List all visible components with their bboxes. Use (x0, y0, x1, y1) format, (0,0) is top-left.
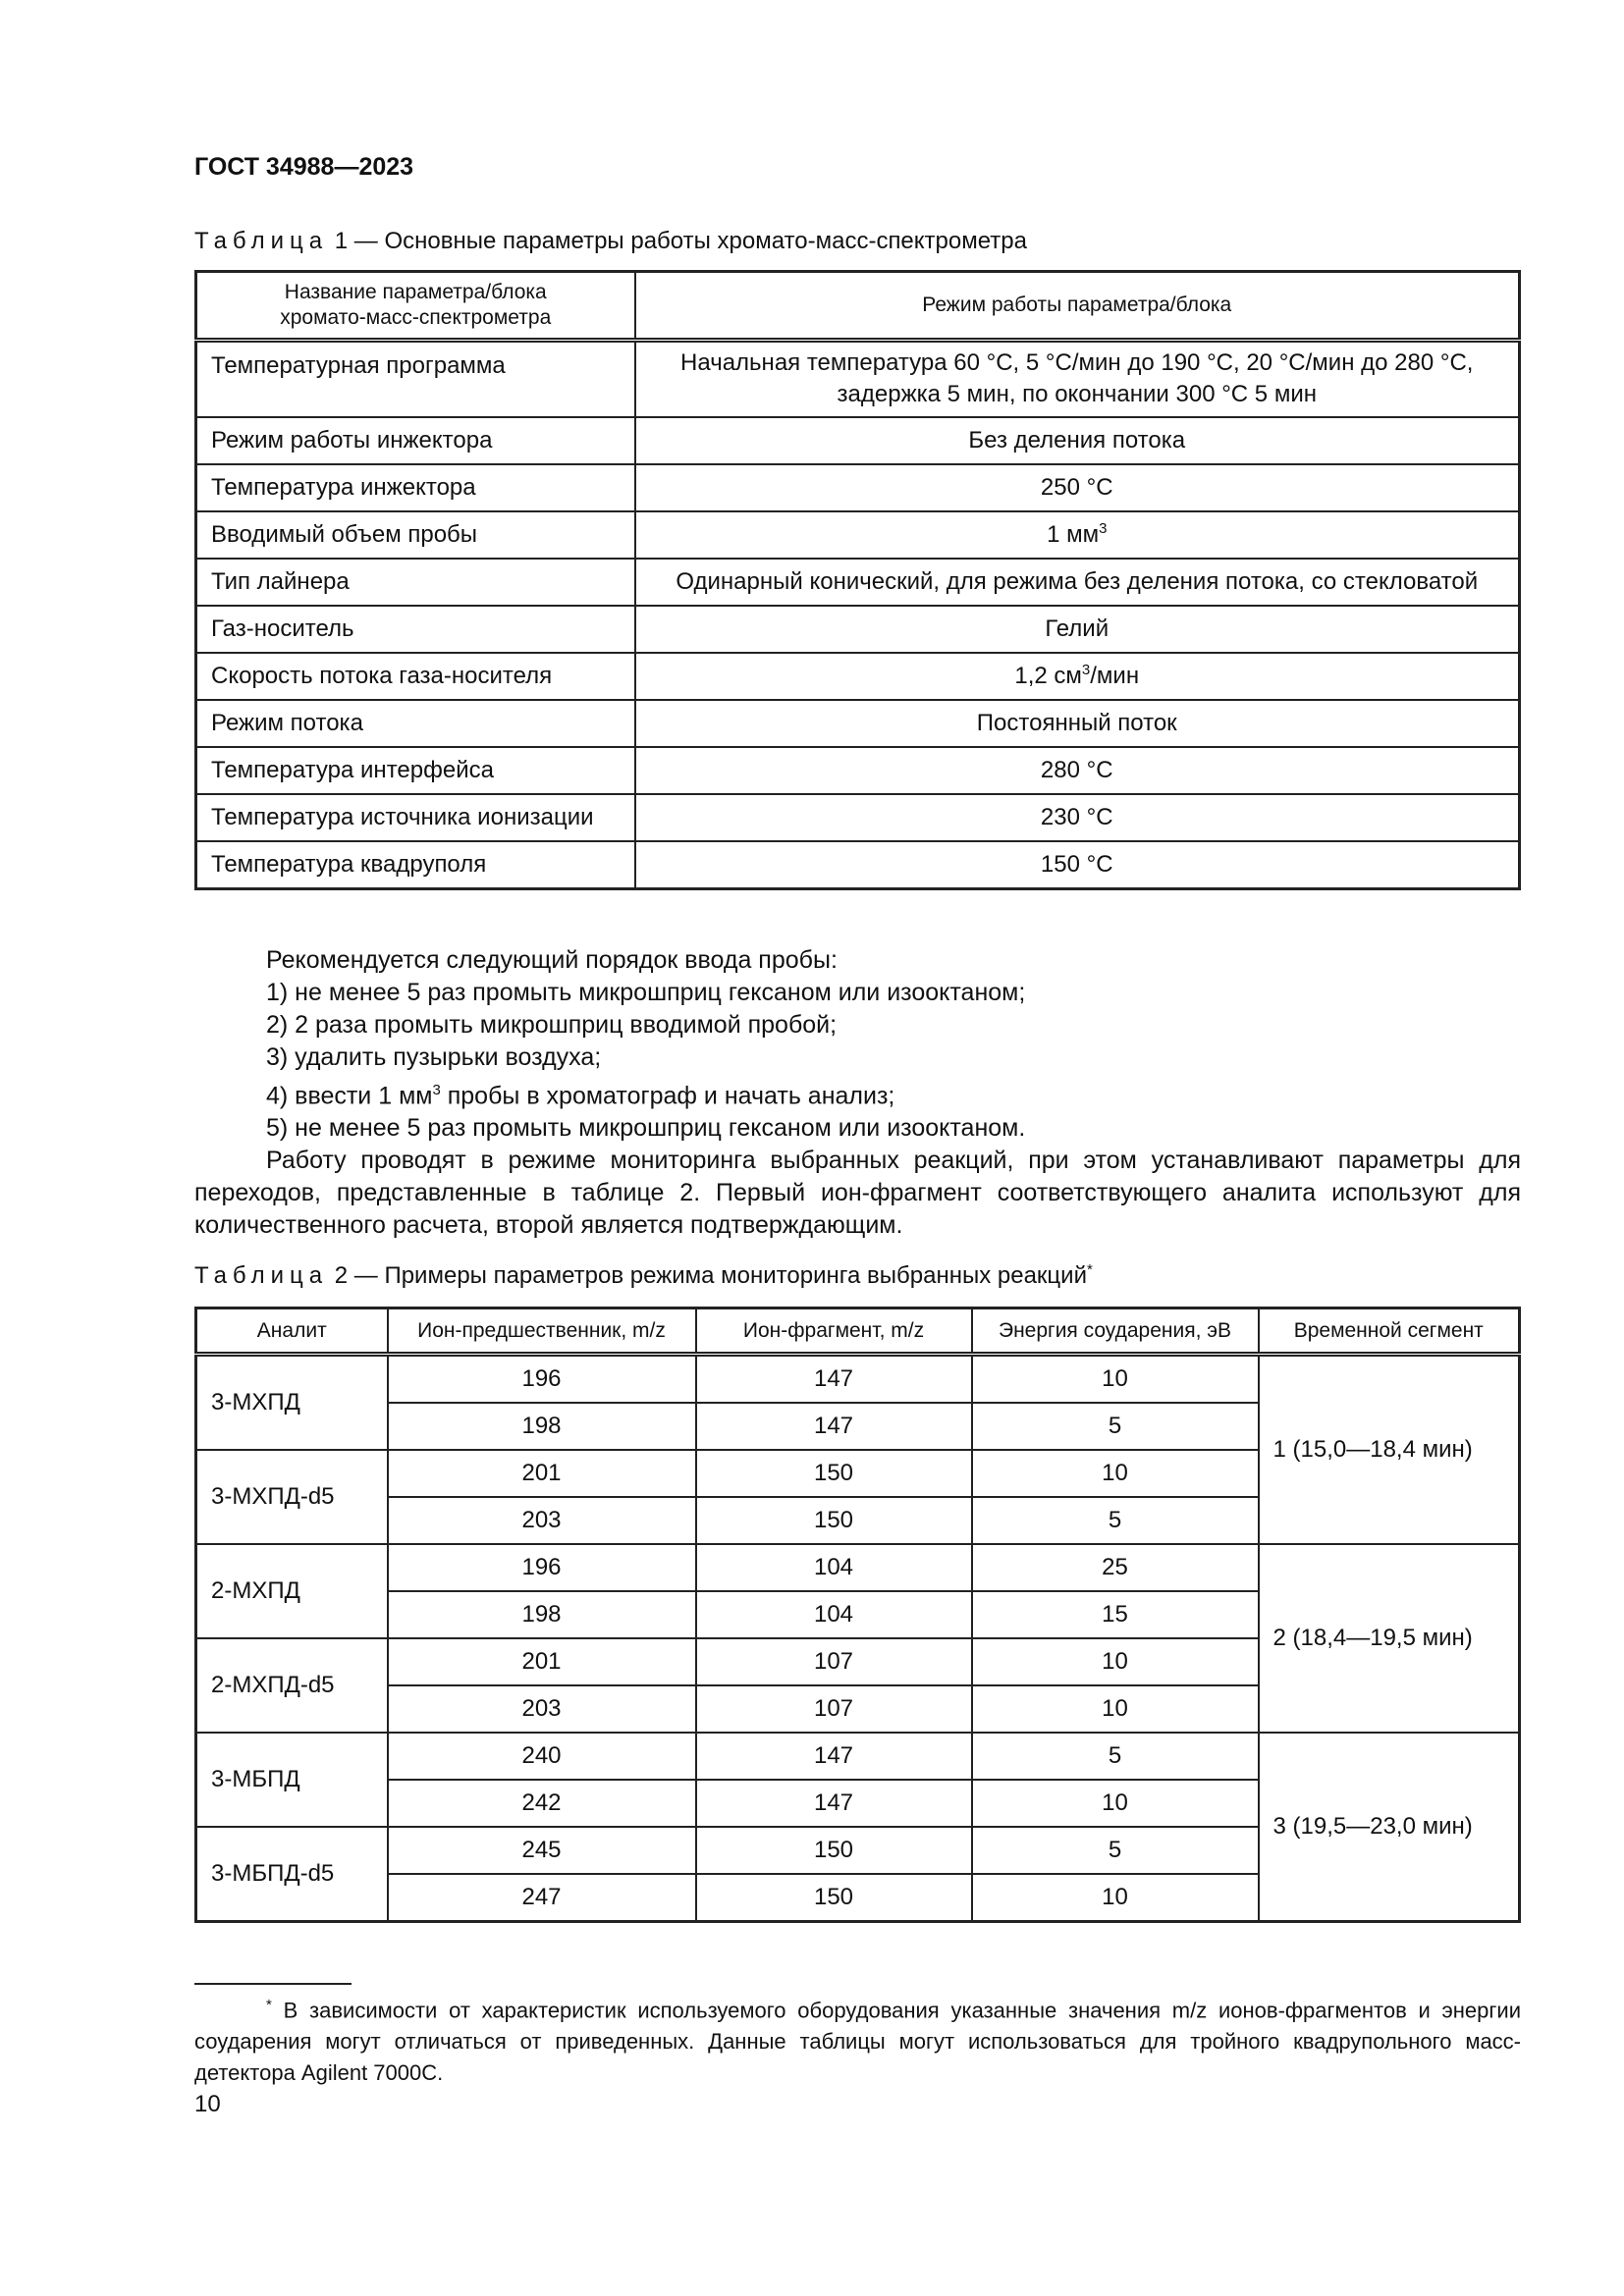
parameter-name: Температура источника ионизации (196, 794, 635, 841)
table-row (196, 464, 1520, 511)
fragment-ion: 150 (696, 1497, 972, 1544)
fragment-ion: 104 (696, 1544, 972, 1591)
precursor-ion: 196 (388, 1544, 696, 1591)
parameter-name: Вводимый объем пробы (196, 511, 635, 559)
footnote (194, 1990, 1521, 2089)
parameter-name: Температура интерфейса (196, 747, 635, 794)
table-row (196, 653, 1520, 700)
analyte-name: 2-МХПД-d5 (196, 1638, 388, 1733)
footnote-mark: * (266, 1997, 272, 2013)
caption-text: 2 — Примеры параметров режима мониторинга выбранных реакций (328, 1262, 1087, 1289)
parameter-value (635, 511, 1520, 559)
fragment-ion: 150 (696, 1874, 972, 1922)
table2-caption (194, 1261, 1093, 1290)
list-item: 2) 2 раза промыть микрошприц вводимой пробой; (266, 1011, 838, 1039)
superscript: 3 (1081, 662, 1091, 678)
fragment-ion: 150 (696, 1827, 972, 1874)
parameter-name: Температурная программа (196, 341, 635, 417)
fragment-ion: 147 (696, 1355, 972, 1404)
collision-energy: 15 (972, 1591, 1259, 1638)
page-number: 10 (194, 2091, 221, 2117)
footnote-mark: * (1086, 1261, 1093, 1278)
table-row (196, 794, 1520, 841)
fragment-ion: 147 (696, 1780, 972, 1827)
list-item: 1) не менее 5 раз промыть микрошприц гексаном или изооктаном; (266, 979, 1026, 1006)
footnote-text: В зависимости от характеристик используемого оборудования указанные значения m/z ионов-фрагментов и энергии соударения могут отличаться от приведенных. Данные таблицы могут использоваться для тройного квадрупольного масс-детектора Agilent 7000С. (194, 1998, 1521, 2086)
parameter-value: 250 °С (635, 464, 1520, 511)
parameter-name: Режим работы инжектора (196, 417, 635, 464)
fragment-ion: 147 (696, 1403, 972, 1450)
parameter-value (635, 653, 1520, 700)
precursor-ion: 201 (388, 1638, 696, 1685)
value-text: 1,2 см (1014, 663, 1082, 689)
table-row (196, 417, 1520, 464)
paragraph: Рекомендуется следующий порядок ввода пробы: (266, 946, 838, 974)
fragment-ion: 104 (696, 1591, 972, 1638)
analyte-name: 3-МХПД (196, 1355, 388, 1451)
parameter-name: Температура инжектора (196, 464, 635, 511)
caption-label: Таблица (194, 228, 329, 254)
parameters-table (194, 270, 1521, 890)
parameter-value: Постоянный поток (635, 700, 1520, 747)
precursor-ion: 203 (388, 1497, 696, 1544)
mrm-parameters-table (194, 1307, 1521, 1923)
precursor-ion: 198 (388, 1403, 696, 1450)
parameter-value: Начальная температура 60 °С, 5 °С/мин до 190 °С, 20 °С/мин до 280 °С, задержка 5 мин, по окончании 300 °С 5 мин (635, 341, 1520, 417)
analyte-name: 3-МБПД (196, 1733, 388, 1827)
table-row (196, 341, 1520, 417)
table-row (196, 1544, 1520, 1591)
collision-energy: 10 (972, 1874, 1259, 1922)
precursor-ion: 247 (388, 1874, 696, 1922)
parameter-name: Температура квадруполя (196, 841, 635, 889)
time-segment: 2 (18,4—19,5 мин) (1259, 1544, 1520, 1733)
superscript: 3 (1099, 520, 1108, 537)
text: пробы в хроматограф и начать анализ; (440, 1082, 895, 1110)
parameter-value: 280 °С (635, 747, 1520, 794)
time-segment: 1 (15,0—18,4 мин) (1259, 1355, 1520, 1545)
table-row (196, 700, 1520, 747)
column-header: Аналит (196, 1308, 388, 1355)
paragraph: Работу проводят в режиме мониторинга выбранных реакций, при этом устанавливают параметры для переходов, представленные в таблице 2. Первый ион-фрагмент соответствующего аналита используют для количественного расчета, второй является подтверждающим. (194, 1147, 1521, 1240)
parameter-name: Тип лайнера (196, 559, 635, 606)
collision-energy: 5 (972, 1403, 1259, 1450)
parameter-value: Без деления потока (635, 417, 1520, 464)
column-header: Энергия соударения, эВ (972, 1308, 1259, 1355)
table-row (196, 1733, 1520, 1780)
value-text: 1 мм (1047, 521, 1100, 548)
precursor-ion: 196 (388, 1355, 696, 1404)
collision-energy: 5 (972, 1733, 1259, 1780)
table-row (196, 841, 1520, 889)
list-item: 5) не менее 5 раз промыть микрошприц гексаном или изооктаном. (266, 1114, 1026, 1143)
precursor-ion: 201 (388, 1450, 696, 1497)
column-header: Временной сегмент (1259, 1308, 1520, 1355)
parameter-name: Газ-носитель (196, 606, 635, 653)
footnote-divider (194, 1983, 352, 1985)
fragment-ion: 107 (696, 1638, 972, 1685)
table1-caption (194, 228, 1027, 255)
table-row (196, 511, 1520, 559)
table-row (196, 747, 1520, 794)
precursor-ion: 198 (388, 1591, 696, 1638)
collision-energy: 10 (972, 1450, 1259, 1497)
precursor-ion: 203 (388, 1685, 696, 1733)
analyte-name: 3-МБПД-d5 (196, 1827, 388, 1922)
list-item (194, 1074, 1521, 1112)
precursor-ion: 242 (388, 1780, 696, 1827)
collision-energy: 10 (972, 1685, 1259, 1733)
caption-label: Таблица (194, 1262, 329, 1289)
list-item: 3) удалить пузырьки воздуха; (266, 1043, 602, 1071)
column-header: Ион-фрагмент, m/z (696, 1308, 972, 1355)
table-row (196, 606, 1520, 653)
fragment-ion: 150 (696, 1450, 972, 1497)
precursor-ion: 240 (388, 1733, 696, 1780)
column-header: Название параметра/блока хромато-масс-спектрометра (196, 272, 635, 341)
collision-energy: 10 (972, 1780, 1259, 1827)
collision-energy: 5 (972, 1827, 1259, 1874)
column-header: Режим работы параметра/блока (635, 272, 1520, 341)
superscript: 3 (432, 1082, 441, 1098)
text: 4) ввести 1 мм (266, 1082, 433, 1110)
collision-energy: 25 (972, 1544, 1259, 1591)
table-row (196, 559, 1520, 606)
caption-text: 1 — Основные параметры работы хромато-масс-спектрометра (328, 228, 1027, 254)
parameter-name: Режим потока (196, 700, 635, 747)
document-title: ГОСТ 34988—2023 (194, 153, 414, 181)
analyte-name: 2-МХПД (196, 1544, 388, 1638)
table-row (196, 1355, 1520, 1404)
collision-energy: 5 (972, 1497, 1259, 1544)
parameter-name: Скорость потока газа-носителя (196, 653, 635, 700)
analyte-name: 3-МХПД-d5 (196, 1450, 388, 1544)
value-text: /мин (1090, 663, 1140, 689)
fragment-ion: 147 (696, 1733, 972, 1780)
parameter-value: Одинарный конический, для режима без деления потока, со стекловатой (635, 559, 1520, 606)
collision-energy: 10 (972, 1355, 1259, 1404)
time-segment: 3 (19,5—23,0 мин) (1259, 1733, 1520, 1922)
precursor-ion: 245 (388, 1827, 696, 1874)
parameter-value: 230 °С (635, 794, 1520, 841)
column-header: Ион-предшественник, m/z (388, 1308, 696, 1355)
parameter-value: Гелий (635, 606, 1520, 653)
parameter-value: 150 °С (635, 841, 1520, 889)
fragment-ion: 107 (696, 1685, 972, 1733)
body-text (194, 944, 1521, 1242)
collision-energy: 10 (972, 1638, 1259, 1685)
